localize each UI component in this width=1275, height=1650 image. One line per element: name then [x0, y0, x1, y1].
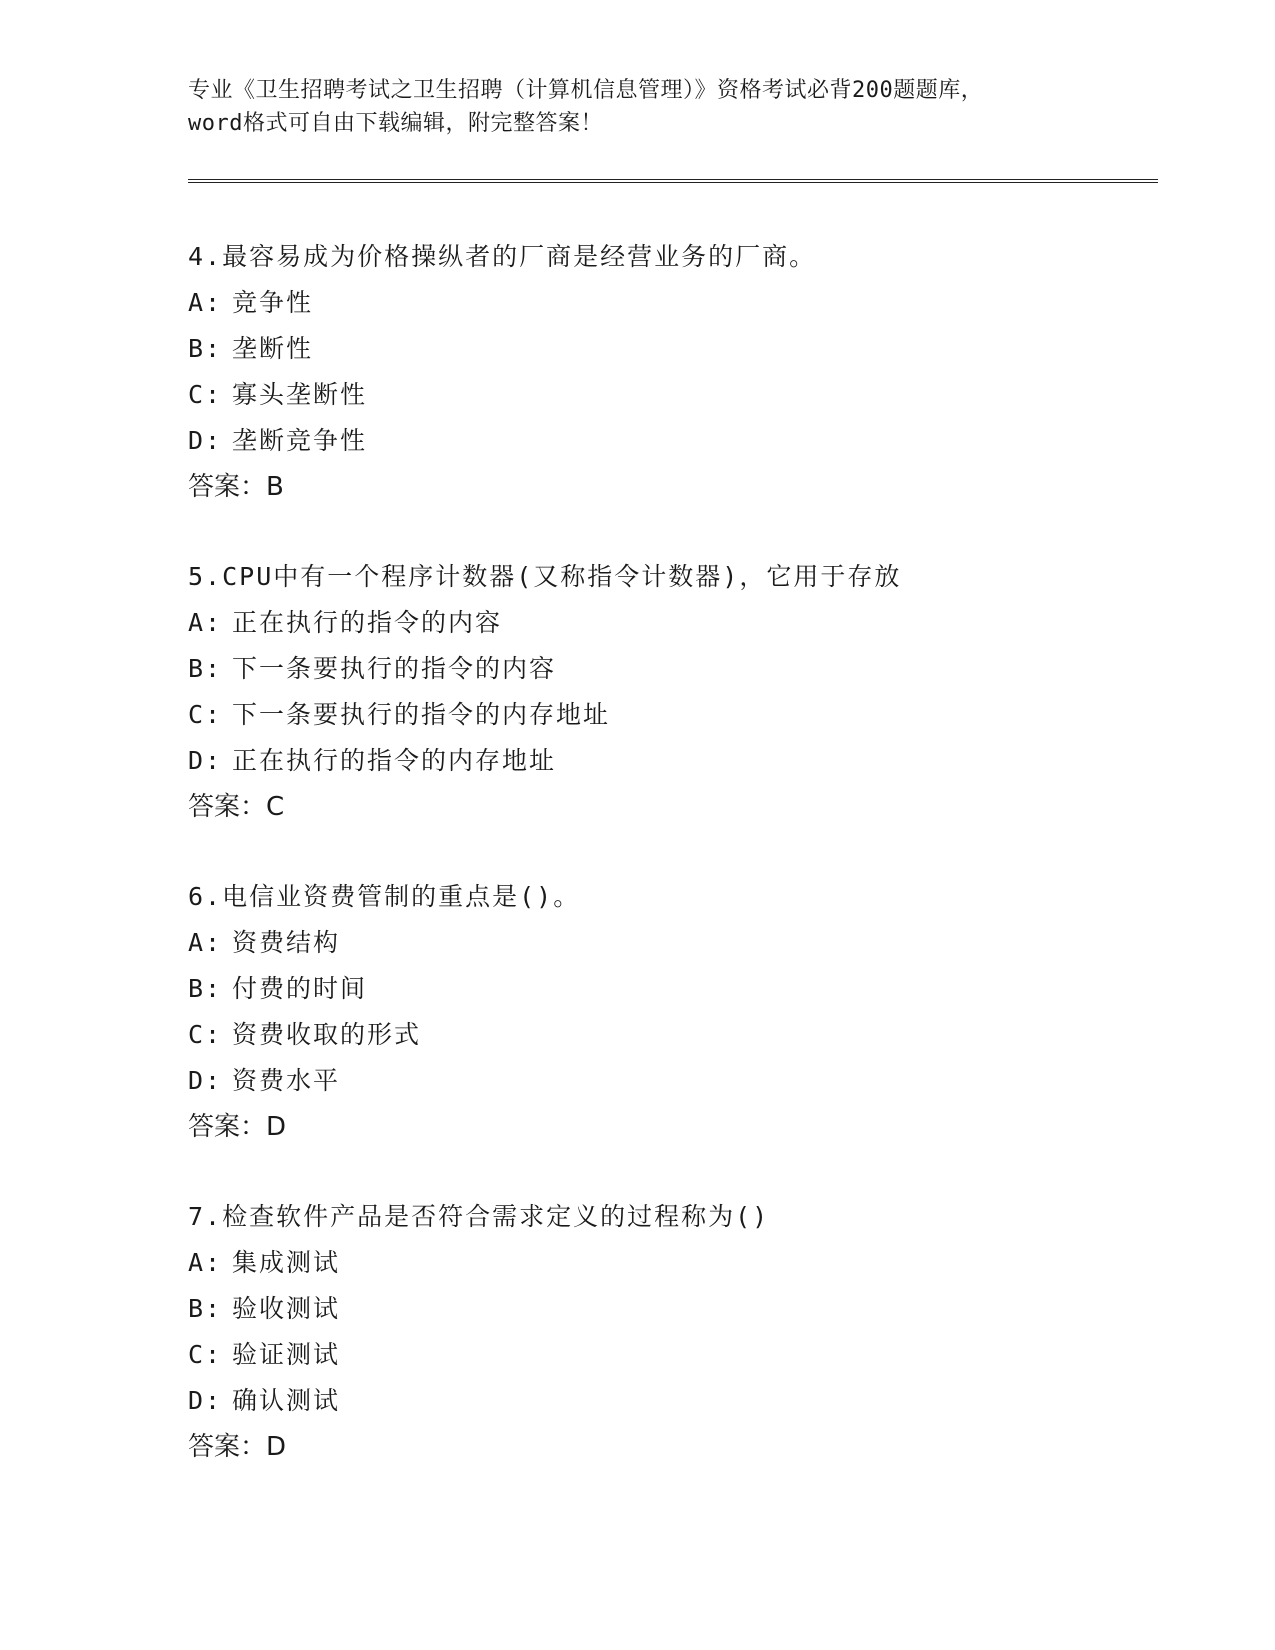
option-text: 验收测试: [232, 1294, 341, 1323]
answer-line: 答案：C: [188, 792, 285, 822]
option-letter: D:: [188, 1386, 223, 1415]
option-letter: B:: [188, 654, 223, 683]
option-a: [188, 920, 1188, 966]
question-5: [188, 554, 1188, 830]
header-line-1: 专业《卫生招聘考试之卫生招聘（计算机信息管理）》资格考试必背200题题库，: [188, 78, 984, 103]
answer-line: 答案：D: [188, 1112, 287, 1142]
option-letter: A:: [188, 288, 223, 317]
option-text: 集成测试: [232, 1248, 341, 1277]
option-c: [188, 1012, 1188, 1058]
option-text: 垄断性: [232, 334, 314, 363]
question-stem: 6.电信业资费管制的重点是()。: [188, 882, 581, 911]
option-c: [188, 372, 1188, 418]
option-a: [188, 280, 1188, 326]
option-text: 正在执行的指令的内存地址: [232, 746, 557, 775]
option-text: 寡头垄断性: [232, 380, 368, 409]
option-text: 付费的时间: [232, 974, 368, 1003]
option-letter: C:: [188, 1020, 223, 1049]
option-a: [188, 600, 1188, 646]
question-4: [188, 234, 1188, 510]
header-divider: [188, 179, 1158, 183]
option-text: 验证测试: [232, 1340, 341, 1369]
document-header: [188, 74, 1088, 140]
option-letter: A:: [188, 1248, 223, 1277]
option-letter: D:: [188, 426, 223, 455]
option-d: [188, 1378, 1188, 1424]
question-7: [188, 1194, 1188, 1470]
option-text: 正在执行的指令的内容: [232, 608, 503, 637]
option-text: 垄断竞争性: [232, 426, 368, 455]
option-text: 确认测试: [232, 1386, 341, 1415]
option-d: [188, 738, 1188, 784]
option-b: [188, 966, 1188, 1012]
question-stem: 5.CPU中有一个程序计数器(又称指令计数器)，它用于存放: [188, 562, 902, 591]
option-c: [188, 692, 1188, 738]
option-b: [188, 326, 1188, 372]
option-text: 资费结构: [232, 928, 341, 957]
question-6: [188, 874, 1188, 1150]
option-text: 下一条要执行的指令的内容: [232, 654, 557, 683]
option-c: [188, 1332, 1188, 1378]
option-text: 竞争性: [232, 288, 314, 317]
option-d: [188, 1058, 1188, 1104]
answer-line: 答案：D: [188, 1432, 287, 1462]
option-letter: C:: [188, 700, 223, 729]
option-letter: B:: [188, 1294, 223, 1323]
option-letter: D:: [188, 746, 223, 775]
option-letter: A:: [188, 928, 223, 957]
option-letter: C:: [188, 380, 223, 409]
question-stem: 4.最容易成为价格操纵者的厂商是经营业务的厂商。: [188, 242, 817, 271]
option-letter: C:: [188, 1340, 223, 1369]
option-letter: A:: [188, 608, 223, 637]
answer-line: 答案：B: [188, 472, 284, 502]
option-letter: B:: [188, 334, 223, 363]
option-text: 资费水平: [232, 1066, 341, 1095]
question-stem: 7.检查软件产品是否符合需求定义的过程称为(): [188, 1202, 770, 1231]
option-text: 下一条要执行的指令的内存地址: [232, 700, 611, 729]
option-letter: B:: [188, 974, 223, 1003]
option-a: [188, 1240, 1188, 1286]
option-b: [188, 646, 1188, 692]
header-line-2: word格式可自由下载编辑，附完整答案！: [188, 111, 603, 136]
option-letter: D:: [188, 1066, 223, 1095]
option-b: [188, 1286, 1188, 1332]
option-text: 资费收取的形式: [232, 1020, 422, 1049]
option-d: [188, 418, 1188, 464]
